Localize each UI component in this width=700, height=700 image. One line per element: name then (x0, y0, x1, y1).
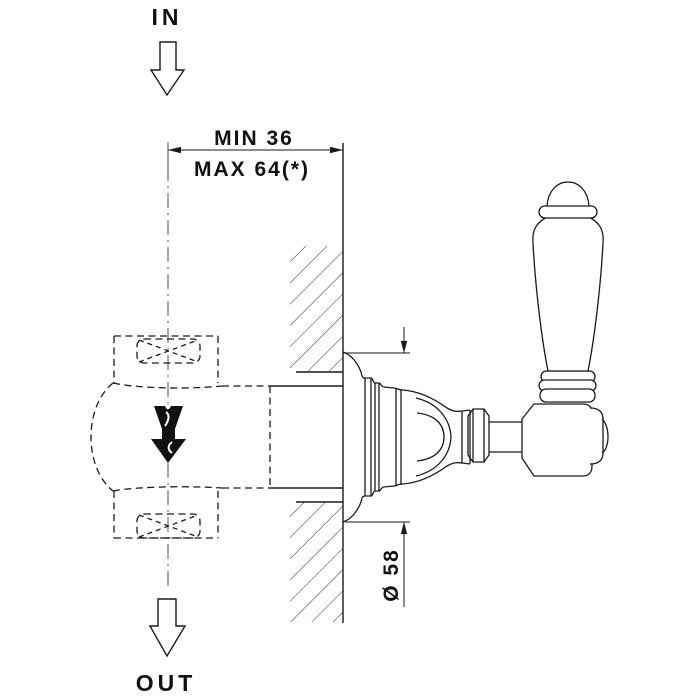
dimension-min-label: MIN 36 (214, 127, 294, 150)
wall-hatch-lower (290, 502, 343, 622)
handle-pivot-block (522, 404, 592, 476)
outlet-flow-arrow-icon (150, 599, 185, 656)
inlet-label: IN (151, 4, 183, 30)
valve-body (91, 336, 270, 538)
handle-grip (533, 217, 603, 371)
outlet-annotation (136, 599, 197, 696)
wall-pipe (270, 386, 343, 488)
wall-section (290, 143, 343, 623)
handle-collar-rings (539, 371, 596, 402)
dimension-arrow-down (401, 341, 407, 353)
handle-boss (590, 408, 603, 464)
inlet-annotation (151, 4, 184, 95)
dimension-arrow-left (168, 147, 181, 153)
bonnet-hex-nut (468, 409, 489, 462)
handle-cap (547, 182, 589, 206)
wall-hatch-upper (290, 246, 343, 372)
dimension-arrow-up (401, 522, 407, 534)
flow-direction-icon (151, 406, 186, 463)
dimension-diameter-label: Ø 58 (380, 548, 403, 602)
dimension-diameter (343, 327, 410, 607)
outlet-label: OUT (135, 670, 197, 696)
trim-escutcheon (343, 352, 522, 522)
handle-cap-collar (539, 206, 597, 218)
inlet-flow-arrow-icon (151, 42, 184, 95)
dimension-arrow-right (330, 147, 343, 153)
lever-handle (522, 182, 608, 476)
dimension-max-label: MAX 64(*) (193, 158, 311, 181)
dimension-min-max (168, 127, 343, 181)
dome-fluting (416, 398, 451, 476)
